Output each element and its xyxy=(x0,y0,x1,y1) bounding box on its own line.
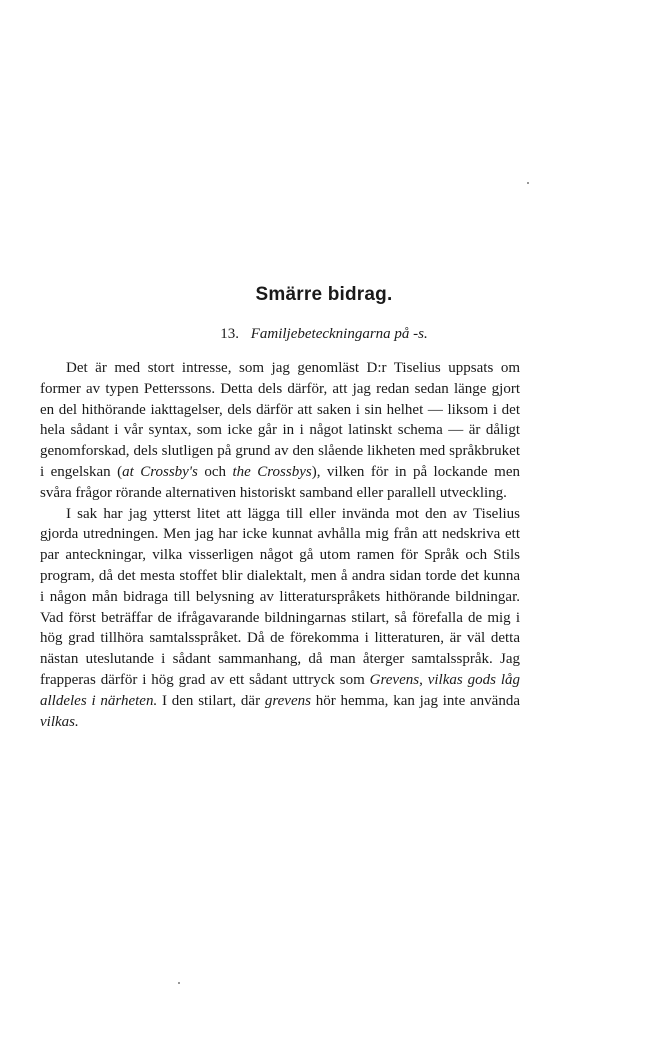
text-segment: I sak har jag ytterst litet att lägga till eller invända mot den av Tiselius gjorda utredningen. Men jag har icke kunnat avhålla mig från att nedskriva ett par anteckningar, vilka visserligen något gå utom ramen för Språk och Stils program, då det mesta stoffet blir dialektalt, men å andra sidan torde det kunna i någon mån bidraga till belysning av litteraturspråkets hithörande bildningar. Vad först beträffar de ifrågavarande bildningarnas stilart, så förefalla de mig i hög grad tillhöra samtalsspråket. Då de förekomma i litteraturen, är väl detta nästan uteslutande i sådant sammanhang, då man återger samtalsspråk. Jag frapperas därför i hög grad av ett sådant uttryck som xyxy=(40,505,520,688)
speck-mark xyxy=(178,982,180,984)
text-segment: hör hemma, kan jag inte använda xyxy=(310,692,520,709)
italic-text: the Crossbys xyxy=(232,463,312,480)
paragraph xyxy=(40,358,520,504)
paragraph xyxy=(40,504,520,733)
italic-text: at Crossby's xyxy=(122,463,198,480)
article-heading xyxy=(0,326,648,343)
body-text xyxy=(40,358,520,732)
text-segment: och xyxy=(197,463,233,480)
article-number: 13. xyxy=(220,326,239,342)
text-segment: ), vilken för in på lockande men svåra frågor rörande alternativen historiskt samband eller parallell utveckling. xyxy=(40,463,520,501)
italic-text: grevens xyxy=(264,692,311,709)
text-segment: Det är med stort intresse, som jag genomläst D:r Tiselius uppsats om former av typen Petterssons. Detta dels därför, att jag redan sedan länge gjort en del hithörande iakttagelser, dels därför att saken i sin helhet — liksom i det hela sådant i vår syntax, som icke går in i något latinskt schema — är dåligt genomforskad, dels slutligen på grund av den slående likheten med språkbruket i engelskan ( xyxy=(40,360,520,480)
speck-mark xyxy=(527,182,529,184)
section-title: Smärre bidrag. xyxy=(255,284,393,305)
text-segment: I den stilart, där xyxy=(157,692,265,709)
italic-text: vilkas. xyxy=(40,713,79,730)
article-title: Familjebeteckningarna på -s. xyxy=(250,326,428,342)
italic-text: Grevens, vilkas gods låg alldeles i närheten. xyxy=(40,671,520,709)
